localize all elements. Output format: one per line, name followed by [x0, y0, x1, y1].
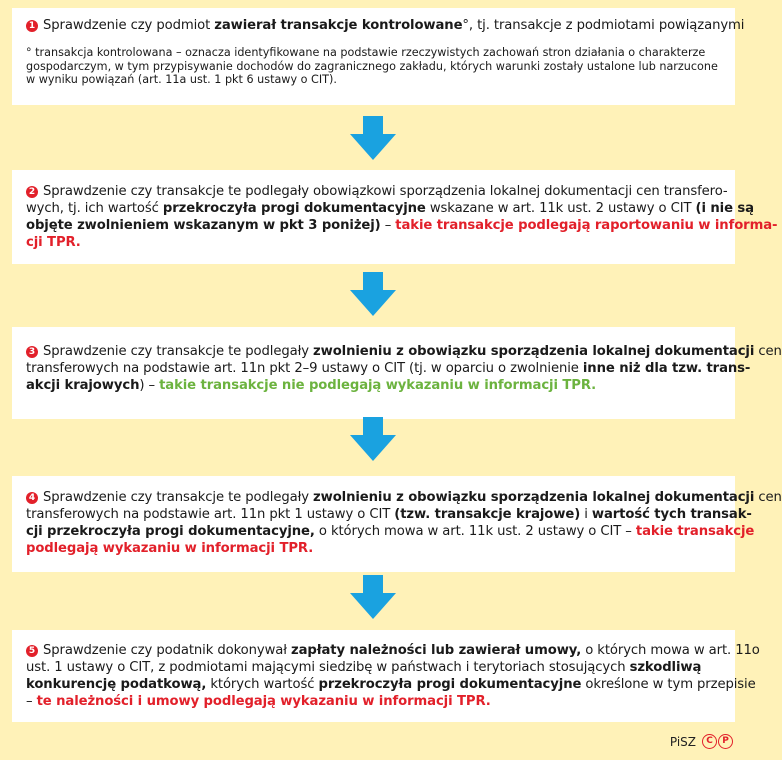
step-line [26, 343, 782, 360]
step-line [26, 489, 782, 506]
step-5-box [12, 630, 760, 722]
step-number-badge: 4 [26, 492, 38, 504]
step-line [26, 17, 745, 34]
step-line [26, 676, 756, 693]
step-3-box [12, 327, 782, 419]
step-text-segment: wartość tych transak- [591, 507, 752, 522]
step-text-segment: transferowych na podstawie art. 11n pkt 2–9 ustawy o CIT (tj. w oparciu o zwolnienie [26, 361, 583, 376]
step-text-segment: Sprawdzenie czy transakcje te podlegały obowiązkowi sporządzenia lokalnej dokumentacji cen transfero- [43, 184, 728, 199]
step-text-segment: °, tj. transakcje z podmiotami powiązanymi [462, 18, 745, 33]
step-line [26, 642, 760, 659]
step-text-segment: akcji krajowych [26, 378, 140, 393]
logo-letter-p: P [718, 734, 733, 749]
footnote-line: ° transakcja kontrolowana – oznacza identyfikowane na podstawie rzeczywistych zachowań stron działania o charakterze [26, 46, 706, 59]
step-number-badge: 2 [26, 186, 38, 198]
step-1-text [26, 17, 745, 34]
step-text-segment: Sprawdzenie czy podmiot [43, 18, 215, 33]
step-text-segment: konkurencję podatkową, [26, 677, 207, 692]
cp-logo-icon [702, 734, 733, 749]
step-text-segment: zwolnieniu z obowiązku sporządzenia lokalnej dokumentacji [313, 344, 755, 359]
step-text-segment: transferowych na podstawie art. 11n pkt 1 ustawy o CIT [26, 507, 395, 522]
step-text-segment: takie transakcje podlegają raportowaniu w informa- [395, 218, 778, 233]
step-1-footnote [26, 46, 721, 87]
step-line [26, 540, 721, 557]
brand-label: PiSZ [669, 734, 696, 749]
step-text-segment: Sprawdzenie czy transakcje te podlegały [43, 344, 314, 359]
step-3-text [26, 343, 782, 394]
arrow-down-icon [350, 575, 396, 619]
step-text-segment: cji TPR. [26, 235, 81, 250]
logo-letter-c: C [702, 734, 717, 749]
step-text-segment: szkodliwą [629, 660, 702, 675]
step-text-segment: wskazane w art. 11k ust. 2 ustawy o CIT [425, 201, 696, 216]
step-line [26, 693, 721, 710]
step-5-text [26, 642, 760, 710]
step-text-segment: cen [754, 344, 782, 359]
step-text-segment: których wartość [206, 677, 319, 692]
arrow-down-icon [350, 116, 396, 160]
step-text-segment: objęte zwolnieniem wskazanym w pkt 3 poniżej) [26, 218, 381, 233]
step-text-segment: wych, tj. ich wartość [26, 201, 163, 216]
step-text-segment: (tzw. transakcje krajowe) [394, 507, 581, 522]
step-text-segment: i [580, 507, 592, 522]
step-text-segment: zapłaty należności lub zawierał umowy, [291, 643, 582, 658]
step-line [26, 506, 752, 523]
step-text-segment: takie transakcje [635, 524, 755, 539]
step-line [26, 523, 755, 540]
step-text-segment: o których mowa w art. 11k ust. 2 ustawy o CIT – [314, 524, 636, 539]
step-number-badge: 5 [26, 645, 38, 657]
step-text-segment: ust. 1 ustawy o CIT, z podmiotami mającymi siedzibę w państwach i terytoriach stosujących [26, 660, 630, 675]
step-text-segment: cen [754, 490, 782, 505]
step-line [26, 200, 754, 217]
step-4-text [26, 489, 782, 557]
step-text-segment: – [380, 218, 396, 233]
step-text-segment: o których mowa w art. 11o [581, 643, 760, 658]
arrow-down-icon [350, 272, 396, 316]
step-text-segment: przekroczyła progi dokumentacyjne [162, 201, 426, 216]
step-text-segment: zwolnieniu z obowiązku sporządzenia lokalnej dokumentacji [313, 490, 755, 505]
footnote-line: gospodarczym, w tym przypisywanie dochodów do zagranicznego zakładu, których warunki zostały ustalone lub narzucone [26, 59, 718, 73]
step-line [26, 234, 721, 251]
step-number-badge: 3 [26, 346, 38, 358]
step-line [26, 377, 721, 394]
step-2-box [12, 170, 778, 264]
step-text-segment: takie transakcje nie podlegają wykazaniu w informacji TPR. [159, 378, 597, 393]
step-text-segment: (i nie są [695, 201, 754, 216]
step-text-segment: cji przekroczyła progi dokumentacyjne, [26, 524, 315, 539]
step-text-segment: – [26, 694, 37, 709]
step-line [26, 183, 728, 200]
footer [670, 734, 733, 749]
step-line [26, 360, 751, 377]
arrow-down-icon [350, 417, 396, 461]
step-number-badge: 1 [26, 20, 38, 32]
step-text-segment: te należności i umowy podlegają wykazaniu w informacji TPR. [36, 694, 491, 709]
step-text-segment: Sprawdzenie czy transakcje te podlegały [43, 490, 314, 505]
step-text-segment: Sprawdzenie czy podatnik dokonywał [43, 643, 291, 658]
step-2-text [26, 183, 778, 251]
footnote-line: w wyniku powiązań (art. 11a ust. 1 pkt 6 ustawy o CIT). [26, 73, 337, 87]
step-text-segment: podlegają wykazaniu w informacji TPR. [26, 541, 314, 556]
step-line [26, 217, 778, 234]
step-text-segment: przekroczyła progi dokumentacyjne [318, 677, 582, 692]
step-1-box [12, 8, 745, 105]
step-text-segment: określone w tym przepisie [581, 677, 756, 692]
step-4-box [12, 476, 782, 572]
step-text-segment: ) – [139, 378, 160, 393]
step-line [26, 659, 721, 676]
step-text-segment: inne niż dla tzw. trans- [582, 361, 751, 376]
step-text-segment: zawierał transakcje kontrolowane [214, 18, 463, 33]
